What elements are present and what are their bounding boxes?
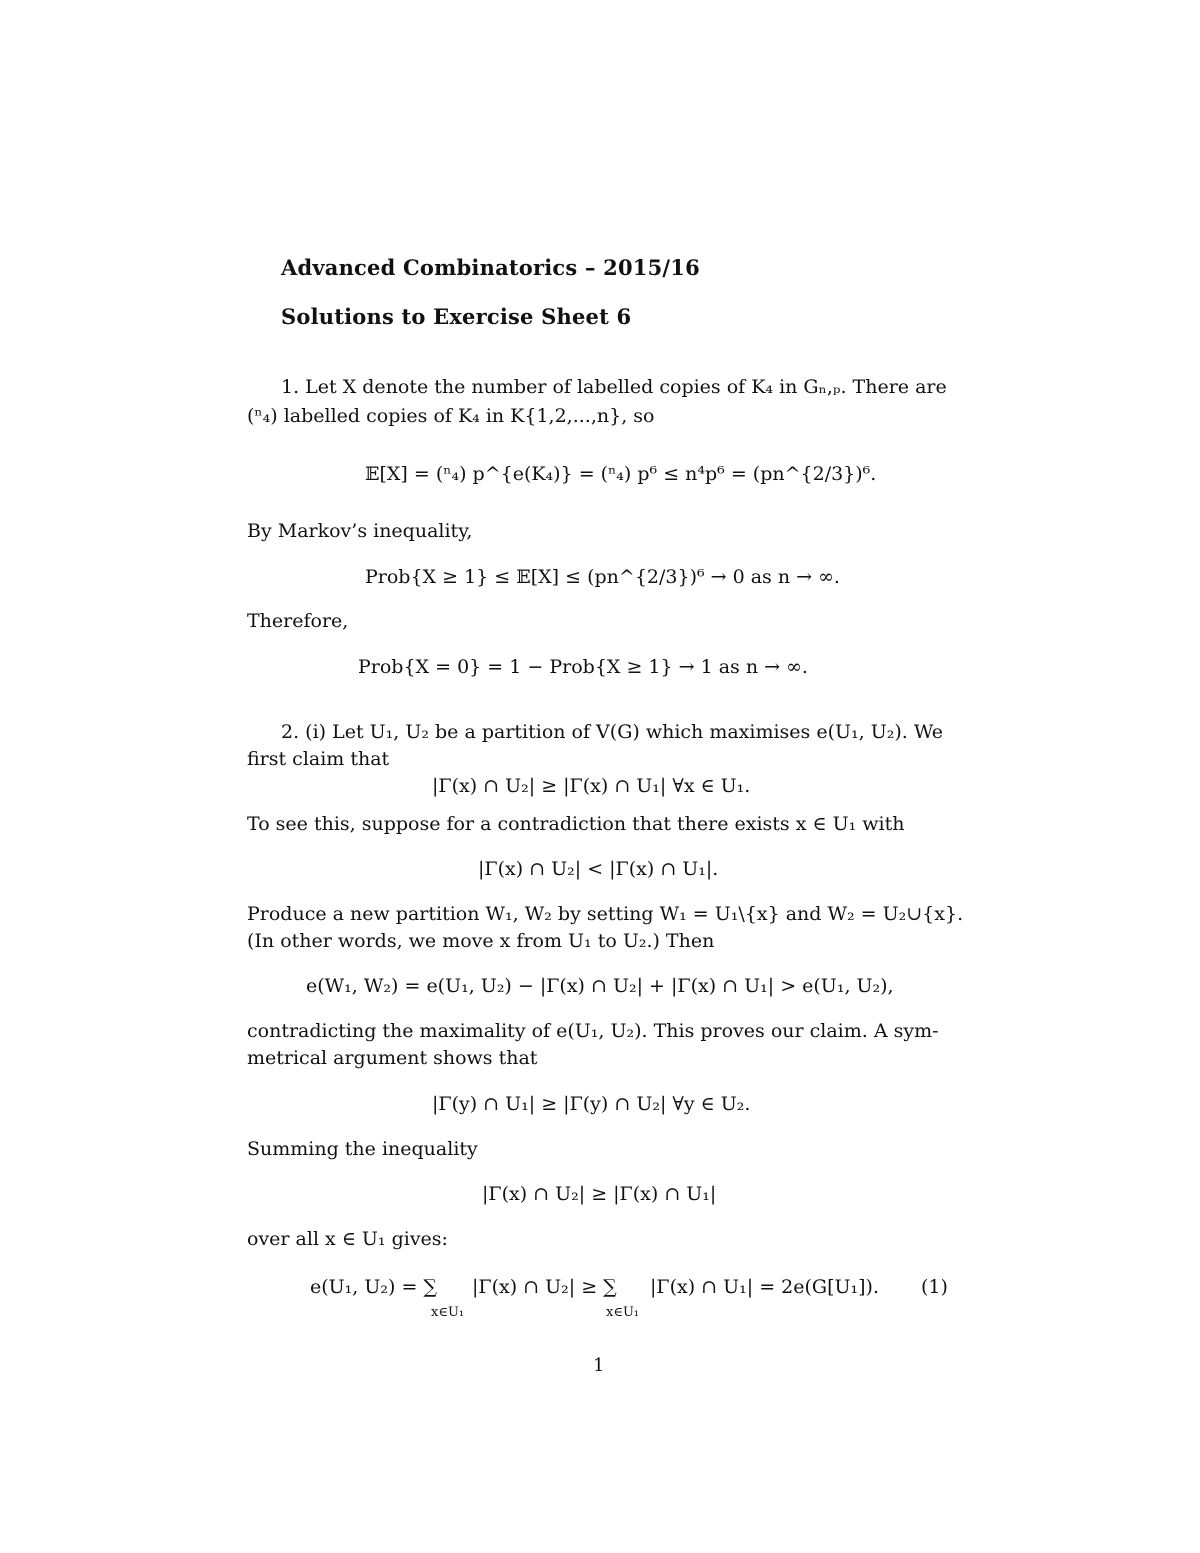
- q2-equation-sum-middle: |Γ(x) ∩ U₂| ≥ ∑: [472, 1276, 617, 1298]
- q2-equation-sum-left: e(U₁, U₂) = ∑: [310, 1276, 437, 1298]
- q2-line-3: To see this, suppose for a contradiction that there exists x ∈ U₁ with: [247, 813, 905, 835]
- q2-equation-claim: |Γ(x) ∩ U₂| ≥ |Γ(x) ∩ U₁| ∀x ∈ U₁.: [432, 775, 751, 797]
- q2-line-7: metrical argument shows that: [247, 1047, 538, 1069]
- q1-equation-expectation: 𝔼[X] = (ⁿ₄) p^{e(K₄)} = (ⁿ₄) p⁶ ≤ n⁴p⁶ = (pn^{2/3})⁶.: [365, 463, 877, 485]
- q2-equation-sum-subscript-1: x∈U₁: [431, 1305, 465, 1320]
- q2-equation-summand: |Γ(x) ∩ U₂| ≥ |Γ(x) ∩ U₁|: [482, 1183, 717, 1205]
- q2-line-2: first claim that: [247, 748, 390, 770]
- q2-equation-new-partition: e(W₁, W₂) = e(U₁, U₂) − |Γ(x) ∩ U₂| + |Γ(x) ∩ U₁| > e(U₁, U₂),: [306, 975, 894, 997]
- q1-line-2: (ⁿ₄) labelled copies of K₄ in K{1,2,...,n}, so: [247, 405, 655, 427]
- q2-equation-sum-subscript-2: x∈U₁: [606, 1305, 640, 1320]
- q2-line-6: contradicting the maximality of e(U₁, U₂). This proves our claim. A sym-: [247, 1020, 939, 1042]
- equation-number: (1): [921, 1276, 948, 1298]
- q2-equation-sum-right: |Γ(x) ∩ U₁| = 2e(G[U₁]).: [650, 1276, 879, 1298]
- q2-line-1: 2. (i) Let U₁, U₂ be a partition of V(G) which maximises e(U₁, U₂). We: [281, 721, 944, 743]
- q2-equation-symmetric: |Γ(y) ∩ U₁| ≥ |Γ(y) ∩ U₂| ∀y ∈ U₂.: [432, 1093, 751, 1115]
- q1-therefore: Therefore,: [247, 610, 349, 632]
- q2-line-8: Summing the inequality: [247, 1138, 478, 1160]
- q2-line-9: over all x ∈ U₁ gives:: [247, 1228, 448, 1250]
- q1-line-1: 1. Let X denote the number of labelled copies of K₄ in Gₙ,ₚ. There are: [281, 376, 947, 398]
- page-number: 1: [593, 1355, 605, 1376]
- q2-equation-contradiction: |Γ(x) ∩ U₂| < |Γ(x) ∩ U₁|.: [478, 858, 719, 880]
- document-subtitle: Solutions to Exercise Sheet 6: [281, 304, 632, 329]
- q2-line-4: Produce a new partition W₁, W₂ by setting W₁ = U₁\{x} and W₂ = U₂∪{x}.: [247, 903, 964, 925]
- q1-equation-markov: Prob{X ≥ 1} ≤ 𝔼[X] ≤ (pn^{2/3})⁶ → 0 as n → ∞.: [365, 566, 840, 588]
- document-title: Advanced Combinatorics – 2015/16: [281, 255, 700, 280]
- q1-markov-intro: By Markov’s inequality,: [247, 520, 473, 542]
- q1-equation-conclusion: Prob{X = 0} = 1 − Prob{X ≥ 1} → 1 as n → ∞.: [358, 656, 808, 678]
- q2-line-5: (In other words, we move x from U₁ to U₂.) Then: [247, 930, 715, 952]
